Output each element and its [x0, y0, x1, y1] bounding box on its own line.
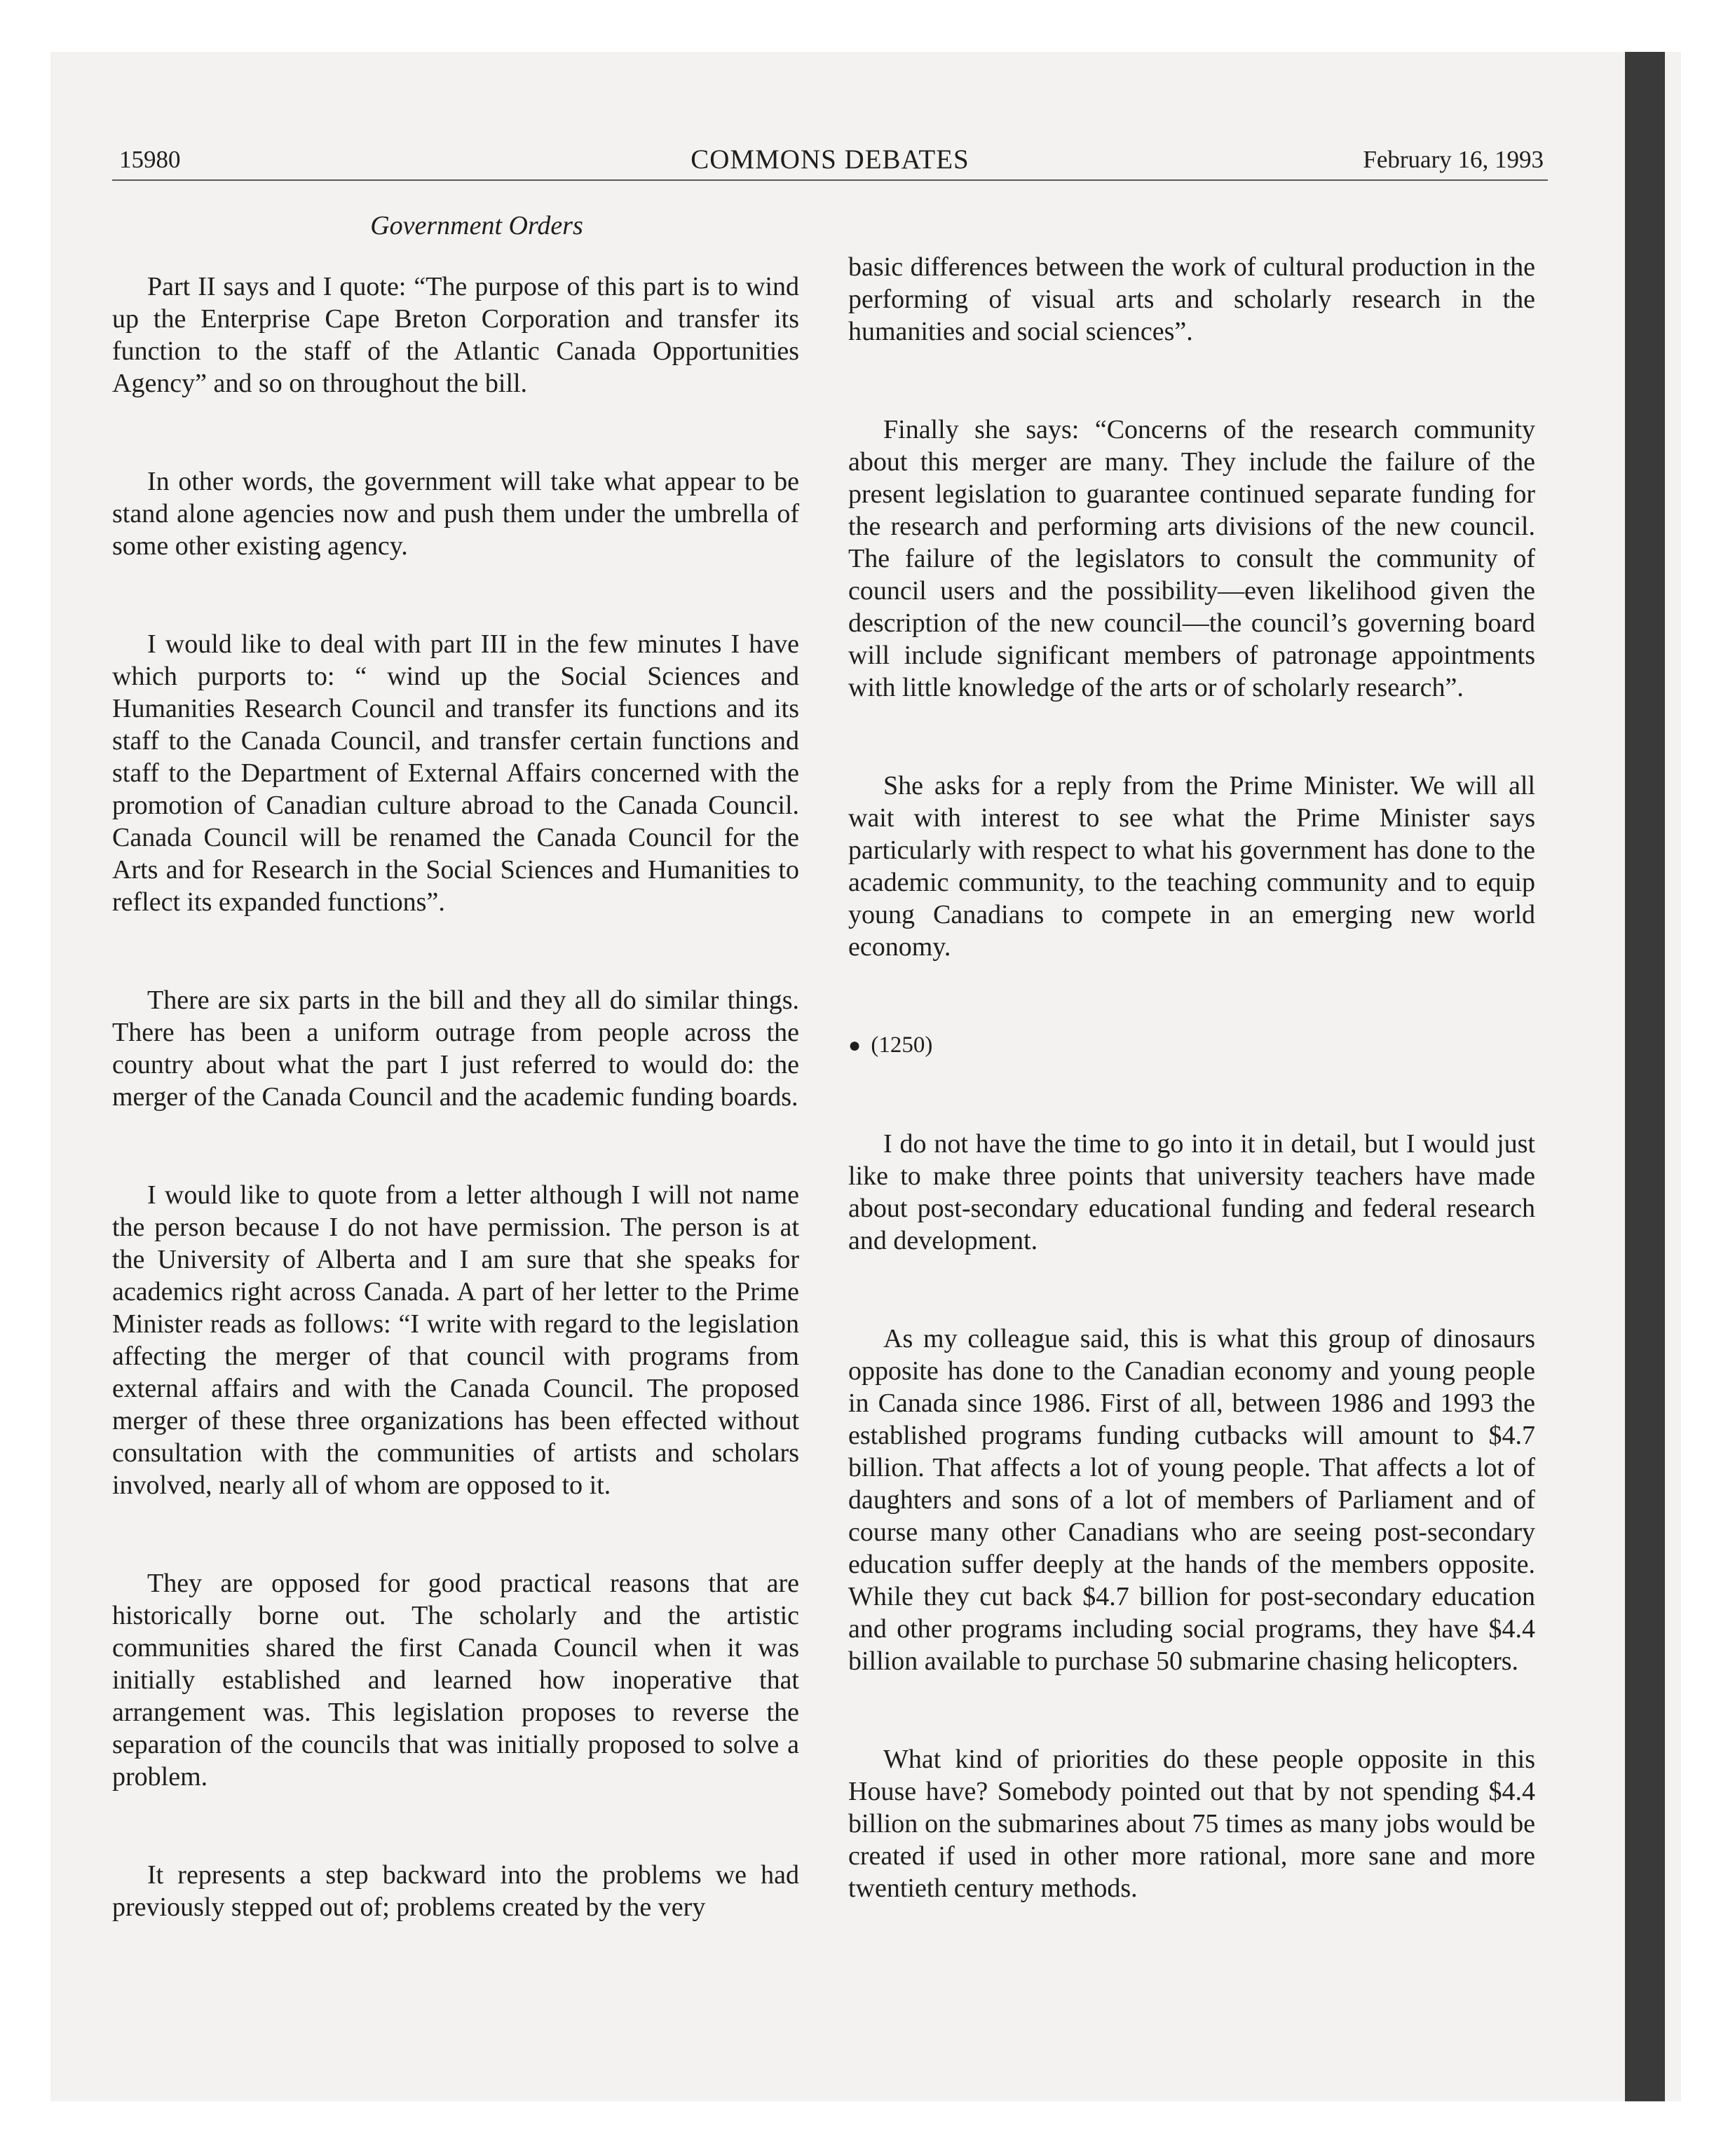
- paragraph: What kind of priorities do these people opposite in this House have? Somebody pointed out that by not spending $4.4 billion on the submarines about 75 times as many jobs would be created if used in other more rational, more sane and more twentieth century methods.: [848, 1745, 1535, 1903]
- paragraph: She asks for a reply from the Prime Minister. We will all wait with interest to see what the Prime Minister says particularly with respect to what his government has done to the academic community, to the teaching community and to equip young Canadians to compete in an emerging new world economy.: [848, 771, 1535, 962]
- time-marker-text: (1250): [871, 1032, 933, 1058]
- section-title: Government Orders: [370, 211, 583, 240]
- page-number: 15980: [119, 146, 181, 173]
- paragraph: Part II says and I quote: “The purpose of this part is to wind up the Enterprise Cape Breton Corporation and transfer its function to the staff of the Atlantic Canada Opportunities Agency” and so on throughout the bill.: [112, 272, 799, 398]
- paragraph: basic differences between the work of cultural production in the performing of visual arts and scholarly research in the humanities and social sciences”.: [848, 252, 1535, 346]
- paragraph: They are opposed for good practical reasons that are historically borne out. The scholarly and the artistic communities shared the first Canada Council when it was initially established and learned how inoperative that arrangement was. This legislation proposes to reverse the separation of the councils that was initially proposed to solve a problem.: [112, 1569, 799, 1792]
- publication-date: February 16, 1993: [1363, 146, 1544, 173]
- running-header: [112, 140, 1548, 181]
- paragraph: In other words, the government will take what appear to be stand alone agencies now and push them under the umbrella of some other existing agency.: [112, 467, 799, 561]
- page-binding-edge: [1625, 52, 1665, 2101]
- bullet-icon: ●: [848, 1034, 862, 1057]
- publication-title: COMMONS DEBATES: [690, 144, 969, 175]
- hansard-page: [112, 140, 1548, 1922]
- paragraph: I would like to deal with part III in the few minutes I have which purports to: “ wind up the Social Sciences and Humanities Research Council and transfer its functions and its staff to the Canada Council, and transfer certain functions and staff to the Department of External Affairs concerned with the promotion of Canadian culture abroad to the Canada Council. Canada Council will be renamed the Canada Council for the Arts and for Research in the Social Sciences and Humanities to reflect its expanded functions”.: [112, 629, 799, 917]
- paragraph: I do not have the time to go into it in detail, but I would just like to make three points that university teachers have made about post-secondary educational funding and federal research and development.: [848, 1129, 1535, 1255]
- paragraph: I would like to quote from a letter although I will not name the person because I do not have permission. The person is at the University of Alberta and I am sure that she speaks for academics right across Canada. A part of her letter to the Prime Minister reads as follows: “I write with regard to the legislation affecting the merger of that council with programs from external affairs and with the Canada Council. The proposed merger of these three organizations has been effected without consultation with the communities of artists and scholars involved, nearly all of whom are opposed to it.: [112, 1180, 799, 1500]
- paragraph: As my colleague said, this is what this group of dinosaurs opposite has done to the Canadian economy and young people in Canada since 1986. First of all, between 1986 and 1993 the established programs funding cutbacks will amount to $4.7 billion. That affects a lot of young people. That affects a lot of daughters and sons of a lot of members of Parliament and of course many other Canadians who are seeing post-secondary education suffer deeply at the hands of the members opposite. While they cut back $4.7 billion for post-secondary education and other programs including social programs, they have $4.4 billion available to purchase 50 submarine chasing helicopters.: [848, 1324, 1535, 1676]
- paragraph: There are six parts in the bill and they all do similar things. There has been a uniform outrage from people across the country about what the part I just referred to would do: the merger of the Canada Council and the academic funding boards.: [112, 985, 799, 1112]
- paragraph: It represents a step backward into the problems we had previously stepped out of; problems created by the very: [112, 1860, 799, 1922]
- time-marker: [848, 1029, 1535, 1062]
- left-column: [112, 210, 799, 1989]
- paragraph: Finally she says: “Concerns of the research community about this merger are many. They include the failure of the present legislation to guarantee continued separate funding for the research and performing arts divisions of the new council. The failure of the legislators to consult the community of council users and the possibility—even likelihood given the description of the new council—the council’s governing board will include significant members of patronage appointments with little knowledge of the arts or of scholarly research”.: [848, 415, 1535, 702]
- right-column: [848, 210, 1535, 1970]
